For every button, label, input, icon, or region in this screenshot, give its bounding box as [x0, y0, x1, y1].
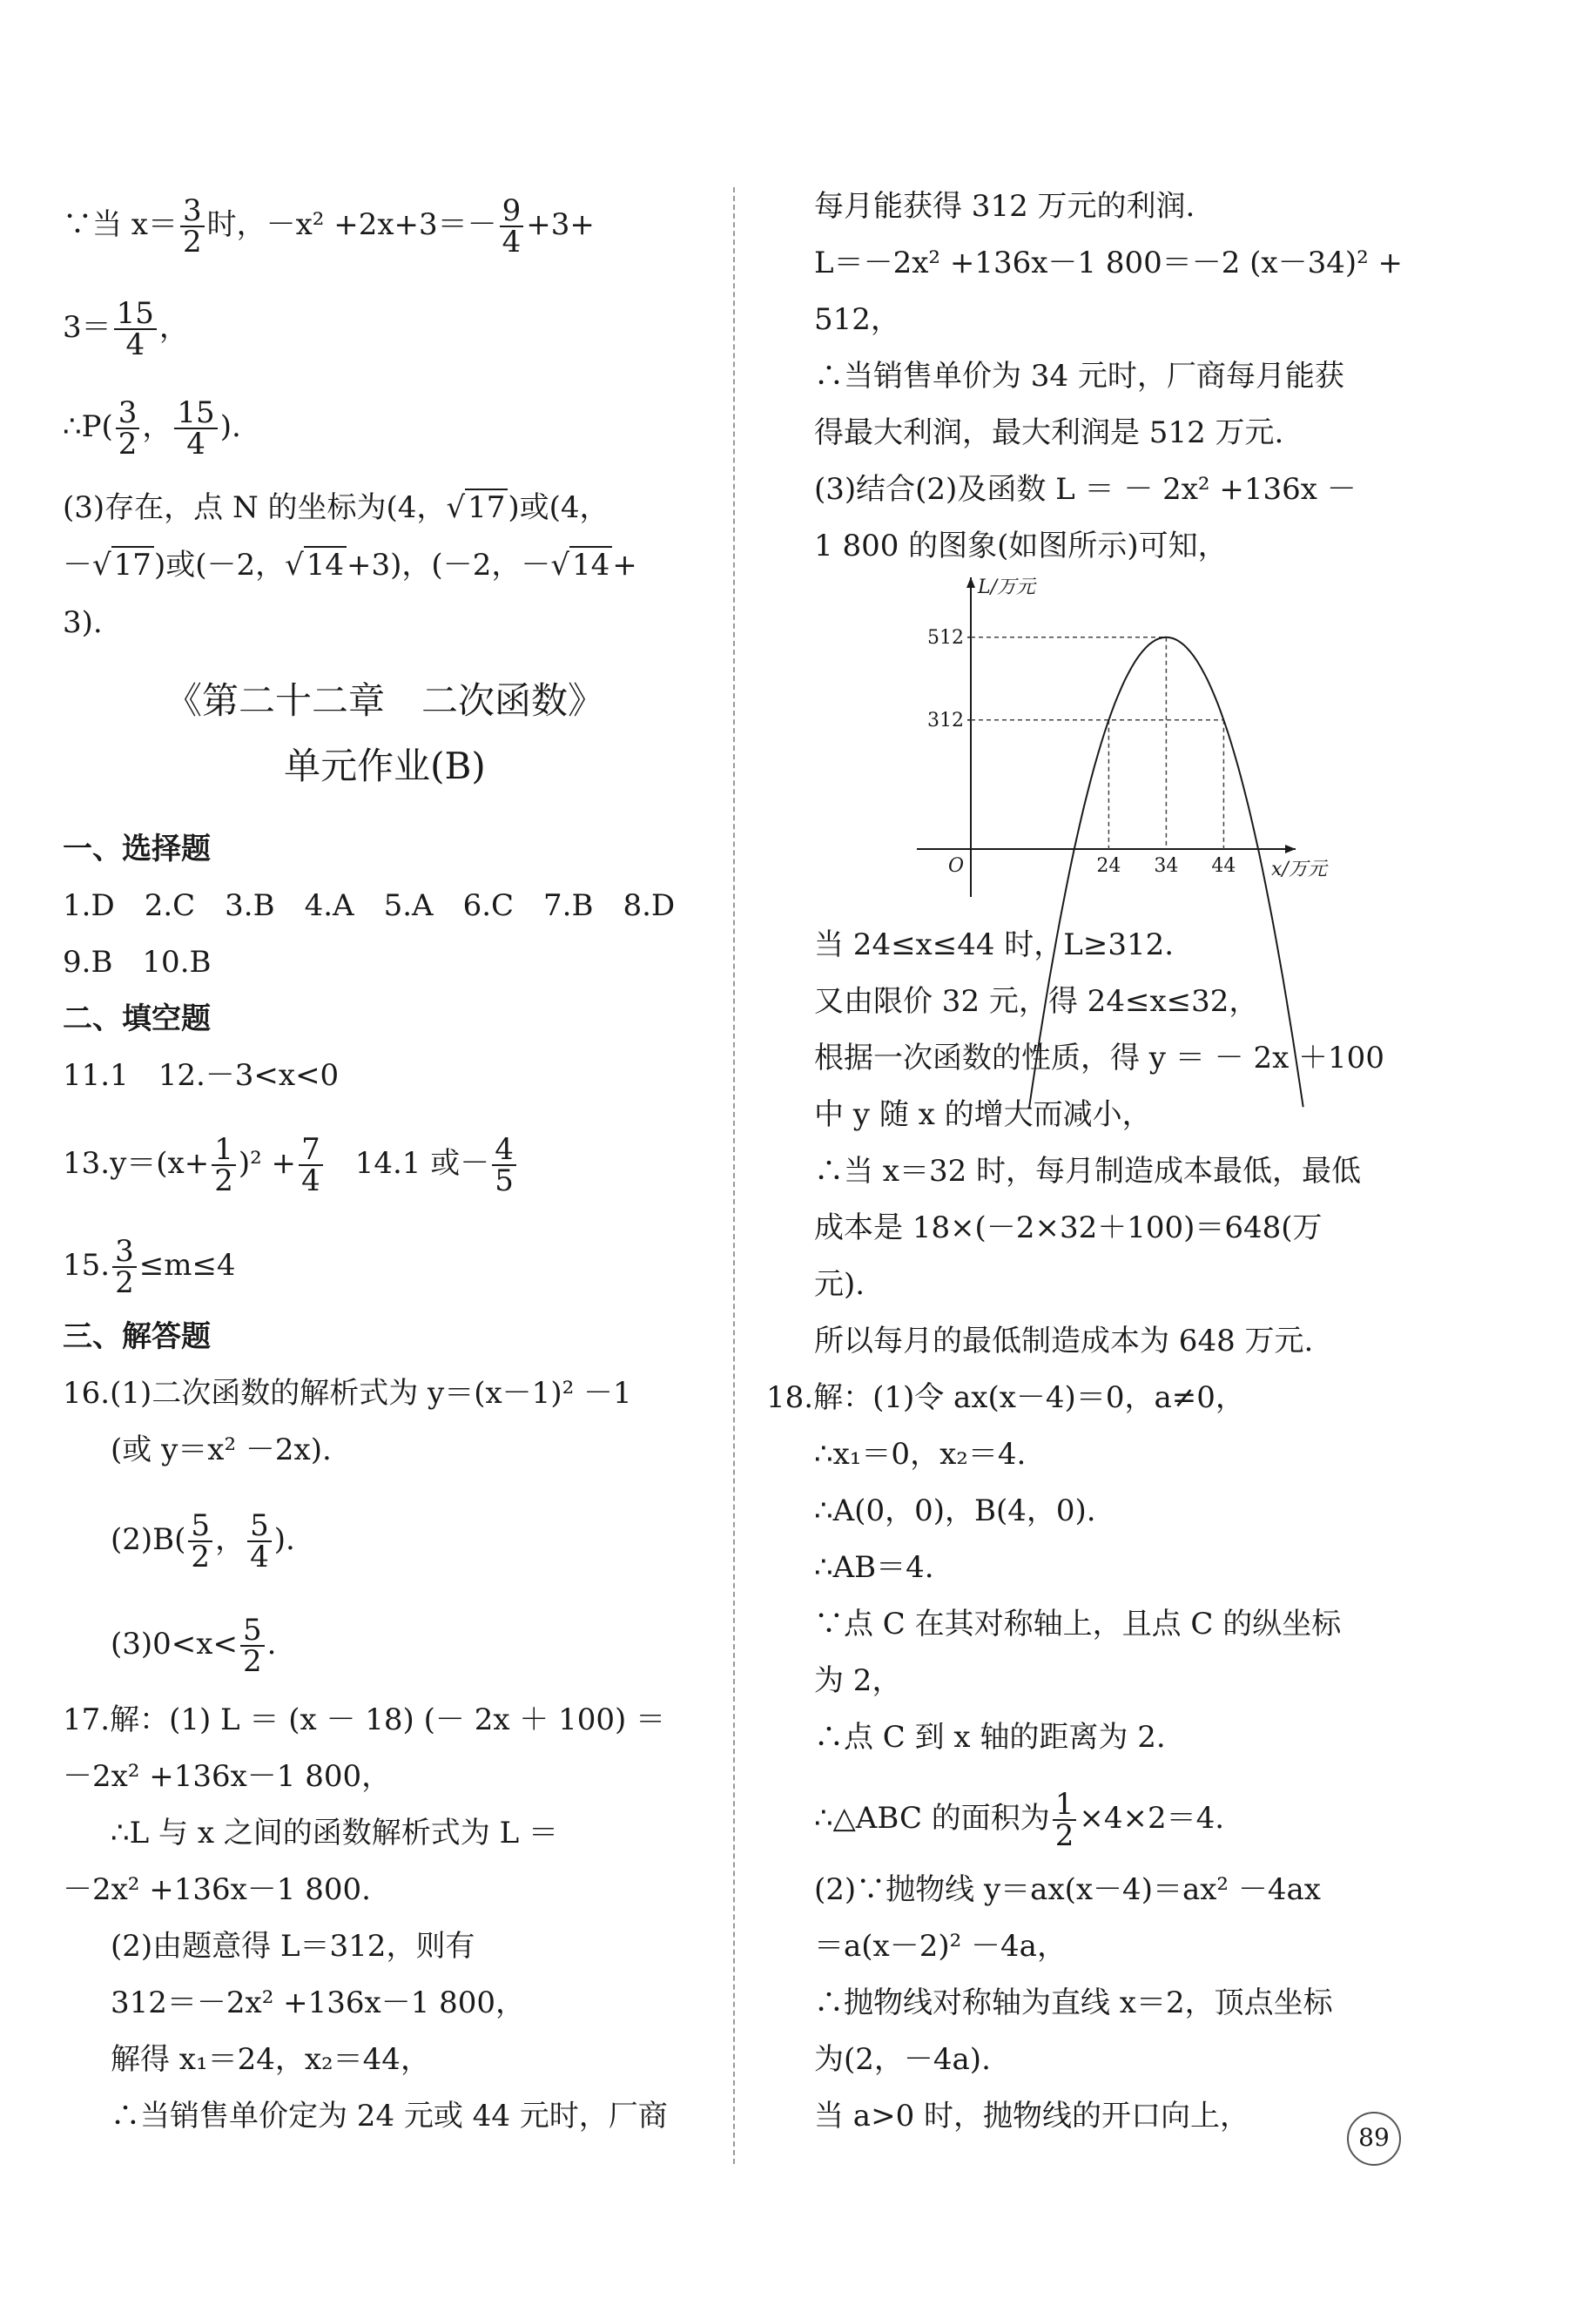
left-line-2: 3＝ $\frac{15}{4}$ ，	[63, 296, 189, 362]
y-tick-label: 312	[927, 709, 964, 731]
right-line-10: 根据一次函数的性质，得 y ＝ － 2x ＋100	[814, 1041, 1384, 1075]
fraction: $\frac{3}{2}$	[180, 196, 205, 257]
section-solve: 三、解答题	[63, 1319, 211, 1354]
q16-line-3: (2)B( $\frac{5}{2}$ ， $\frac{5}{4}$ ).	[111, 1508, 295, 1574]
q16-line-4: (3)0<x< $\frac{5}{2}$ .	[111, 1613, 277, 1679]
x-tick-label: 44	[1211, 855, 1236, 877]
x-axis-arrow	[1285, 845, 1296, 853]
x-tick-label: 34	[1154, 855, 1179, 877]
right-line-12: ∴当 x＝32 时，每月制造成本最低，最低	[814, 1154, 1362, 1189]
fraction: $\frac{9}{4}$	[500, 196, 524, 257]
right-line-18: ∴A(0，0)，B(4，0).	[814, 1493, 1096, 1528]
fraction: $\frac{15}{4}$	[174, 398, 217, 459]
answers-fill-2: 13.y＝(x+ $\frac{1}{2}$ )² + $\frac{7}{4}$ 14.1 或－ $\frac{4}{5}$	[63, 1135, 519, 1196]
right-line-19: ∴AB＝4.	[814, 1550, 934, 1585]
parabola-graph	[910, 570, 1327, 906]
fraction: $\frac{5}{2}$	[188, 1511, 212, 1572]
y-tick-label: 512	[927, 626, 964, 649]
right-line-24: (2)∵抛物线 y＝ax(x－4)＝ax² －4ax	[814, 1872, 1321, 1907]
fraction: $\frac{7}{4}$	[299, 1135, 323, 1196]
right-line-2: L＝－2x² +136x－1 800＝－2 (x－34)² +	[814, 246, 1404, 280]
q17-line-5: (2)由题意得 L＝312，则有	[111, 1929, 475, 1964]
fraction: $\frac{15}{4}$	[114, 299, 157, 360]
origin-label: O	[947, 855, 964, 877]
q17-line-6: 312＝－2x² +136x－1 800，	[111, 1985, 526, 2020]
right-line-4: ∴当销售单价为 34 元时，厂商每月能获	[814, 359, 1344, 394]
fraction: $\frac{4}{5}$	[492, 1135, 516, 1196]
answers-choice-2: 9.B 10.B	[63, 945, 212, 980]
right-line-21: 为 2，	[814, 1663, 902, 1698]
right-line-8: 当 24≤x≤44 时，L≥312.	[814, 927, 1175, 962]
x-axis-label: x/万元	[1271, 859, 1327, 880]
right-line-5: 得最大利润，最大利润是 512 万元.	[814, 415, 1284, 450]
q17-line-8: ∴当销售单价定为 24 元或 44 元时，厂商	[111, 2099, 668, 2134]
chapter-title: 《第二十二章 二次函数》	[165, 679, 604, 722]
right-line-20: ∵点 C 在其对称轴上，且点 C 的纵坐标	[814, 1607, 1342, 1642]
fraction: $\frac{1}{2}$	[1053, 1790, 1077, 1850]
right-line-17: ∴x₁＝0，x₂＝4.	[814, 1437, 1027, 1472]
right-line-15: 所以每月的最低制造成本为 648 万元.	[814, 1324, 1314, 1358]
left-line-5: －√17)或(－2，√14+3)，(－2，－√14+	[63, 548, 637, 583]
left-line-6: 3).	[63, 605, 103, 640]
q17-line-7: 解得 x₁＝24，x₂＝44，	[111, 2042, 430, 2077]
right-line-16: 18.解：(1)令 ax(x－4)＝0，a≠0，	[766, 1380, 1245, 1415]
right-line-11: 中 y 随 x 的增大而减小，	[814, 1097, 1152, 1132]
right-line-23: ∴△ABC 的面积为 $\frac{1}{2}$ ×4×2＝4.	[814, 1787, 1225, 1853]
q17-line-4: －2x² +136x－1 800.	[63, 1872, 371, 1907]
right-line-9: 又由限价 32 元，得 24≤x≤32，	[814, 984, 1259, 1019]
right-line-14: 元).	[814, 1267, 865, 1302]
section-choice: 一、选择题	[63, 832, 211, 866]
right-line-28: 当 a>0 时，抛物线的开口向上，	[814, 2099, 1250, 2134]
graph-guides	[971, 637, 1223, 849]
right-line-13: 成本是 18×(－2×32＋100)＝648(万	[814, 1210, 1323, 1245]
graph-axes	[917, 577, 1296, 897]
fraction: $\frac{5}{4}$	[247, 1511, 272, 1572]
left-line-1: ∵当 x＝ $\frac{3}{2}$ 时，－x² +2x+3＝－ $\frac{9}{4}$ +3+	[63, 193, 595, 260]
q17-line-2: －2x² +136x－1 800，	[63, 1759, 392, 1794]
fraction: $\frac{3}{2}$	[112, 1237, 137, 1298]
q16-line-2: (或 y＝x² －2x).	[111, 1433, 332, 1467]
unit-title: 单元作业(B)	[284, 745, 486, 787]
x-tick-label: 24	[1096, 855, 1121, 877]
answers-fill-3: 15. $\frac{3}{2}$ ≤m≤4	[63, 1234, 236, 1300]
y-axis-label: L/万元	[978, 576, 1036, 598]
right-line-27: 为(2，－4a).	[814, 2042, 991, 2077]
fraction: $\frac{3}{2}$	[116, 398, 140, 459]
q17-line-1: 17.解：(1) L ＝ (x － 18) (－ 2x ＋ 100) ＝	[63, 1702, 666, 1737]
right-line-3: 512，	[814, 302, 900, 337]
right-line-6: (3)结合(2)及函数 L ＝ － 2x² +136x －	[814, 472, 1357, 507]
left-line-4: (3)存在，点 N 的坐标为(4，√17)或(4，	[63, 490, 609, 525]
page-number: 89	[1347, 2112, 1401, 2166]
column-divider	[733, 187, 735, 2164]
q17-line-3: ∴L 与 x 之间的函数解析式为 L ＝	[111, 1816, 559, 1850]
fraction: $\frac{1}{2}$	[212, 1135, 236, 1196]
answers-choice-1: 1.D 2.C 3.B 4.A 5.A 6.C 7.B 8.D	[63, 888, 676, 923]
y-axis-arrow	[966, 577, 975, 588]
fraction: $\frac{5}{2}$	[240, 1615, 265, 1676]
right-line-22: ∴点 C 到 x 轴的距离为 2.	[814, 1720, 1166, 1755]
right-line-26: ∴抛物线对称轴为直线 x＝2，顶点坐标	[814, 1985, 1333, 2020]
right-line-25: ＝a(x－2)² －4a，	[814, 1929, 1067, 1964]
right-line-1: 每月能获得 312 万元的利润.	[814, 189, 1195, 224]
q16-line-1: 16.(1)二次函数的解析式为 y＝(x－1)² －1	[63, 1376, 632, 1411]
left-line-3: ∴P( $\frac{3}{2}$ ， $\frac{15}{4}$ ).	[63, 395, 241, 462]
answers-fill-1: 11.1 12.－3<x<0	[63, 1058, 340, 1093]
right-line-7: 1 800 的图象(如图所示)可知，	[814, 529, 1228, 563]
section-fill: 二、填空题	[63, 1001, 211, 1036]
graph-labels	[927, 576, 1329, 880]
